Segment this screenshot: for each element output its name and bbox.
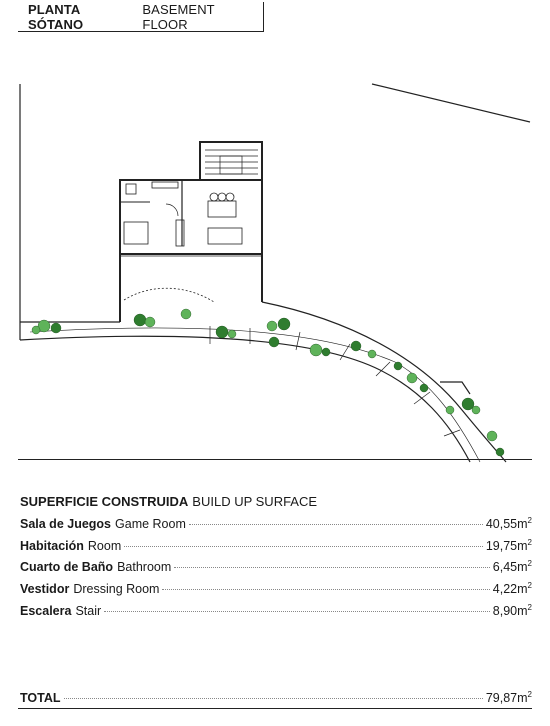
total-row [20, 690, 532, 705]
dot-leader [162, 589, 489, 590]
surface-heading-es: SUPERFICIE CONSTRUIDA [20, 494, 189, 509]
row-label-es: Habitación [20, 539, 84, 554]
total-value: $79,87m^2$ [485, 690, 532, 706]
dot-leader [174, 567, 490, 568]
row-value: $4,22m^2$ [492, 581, 532, 597]
plan-divider [18, 459, 532, 460]
main-block [120, 180, 262, 254]
row-value: $19,75m^2$ [485, 538, 532, 554]
row-label-es: Vestidor [20, 582, 70, 597]
row-label-es: Cuarto de Baño [20, 560, 114, 575]
plan-title-es: PLANTA SÓTANO [28, 1, 84, 32]
surface-row [20, 603, 532, 618]
surface-row [20, 538, 532, 553]
plants [32, 309, 504, 456]
row-label-es: Escalera [20, 604, 72, 619]
surface-heading-en: BUILD UP SURFACE [192, 494, 318, 509]
total-underline [18, 708, 532, 709]
basement-floor-plan [0, 70, 550, 470]
row-value: $6,45m^2$ [492, 559, 532, 575]
row-label-en: Game Room [115, 517, 186, 532]
row-value: $8,90m^2$ [492, 603, 532, 619]
total-label: TOTAL [20, 691, 61, 706]
dot-leader [189, 524, 483, 525]
dot-leader [104, 611, 490, 612]
row-value: $40,55m^2$ [485, 516, 532, 532]
sofa [208, 228, 242, 244]
row-label-es: Sala de Juegos [20, 517, 112, 532]
surface-row [20, 581, 532, 596]
game-table [208, 201, 236, 217]
stair-treads [205, 150, 258, 174]
site-boundary-top [372, 84, 530, 122]
dot-leader [124, 546, 483, 547]
row-label-en: Bathroom [117, 560, 172, 575]
dot-leader [64, 698, 483, 699]
row-label-en: Room [87, 539, 122, 554]
row-label-en: Stair [75, 604, 102, 619]
surface-row [20, 559, 532, 574]
plan-title-en: BASEMENT FLOOR [142, 1, 215, 32]
row-label-en: Dressing Room [73, 582, 160, 597]
surface-row [20, 516, 532, 531]
plan-title [18, 2, 264, 32]
surface-heading [20, 494, 317, 509]
bed [124, 222, 148, 244]
